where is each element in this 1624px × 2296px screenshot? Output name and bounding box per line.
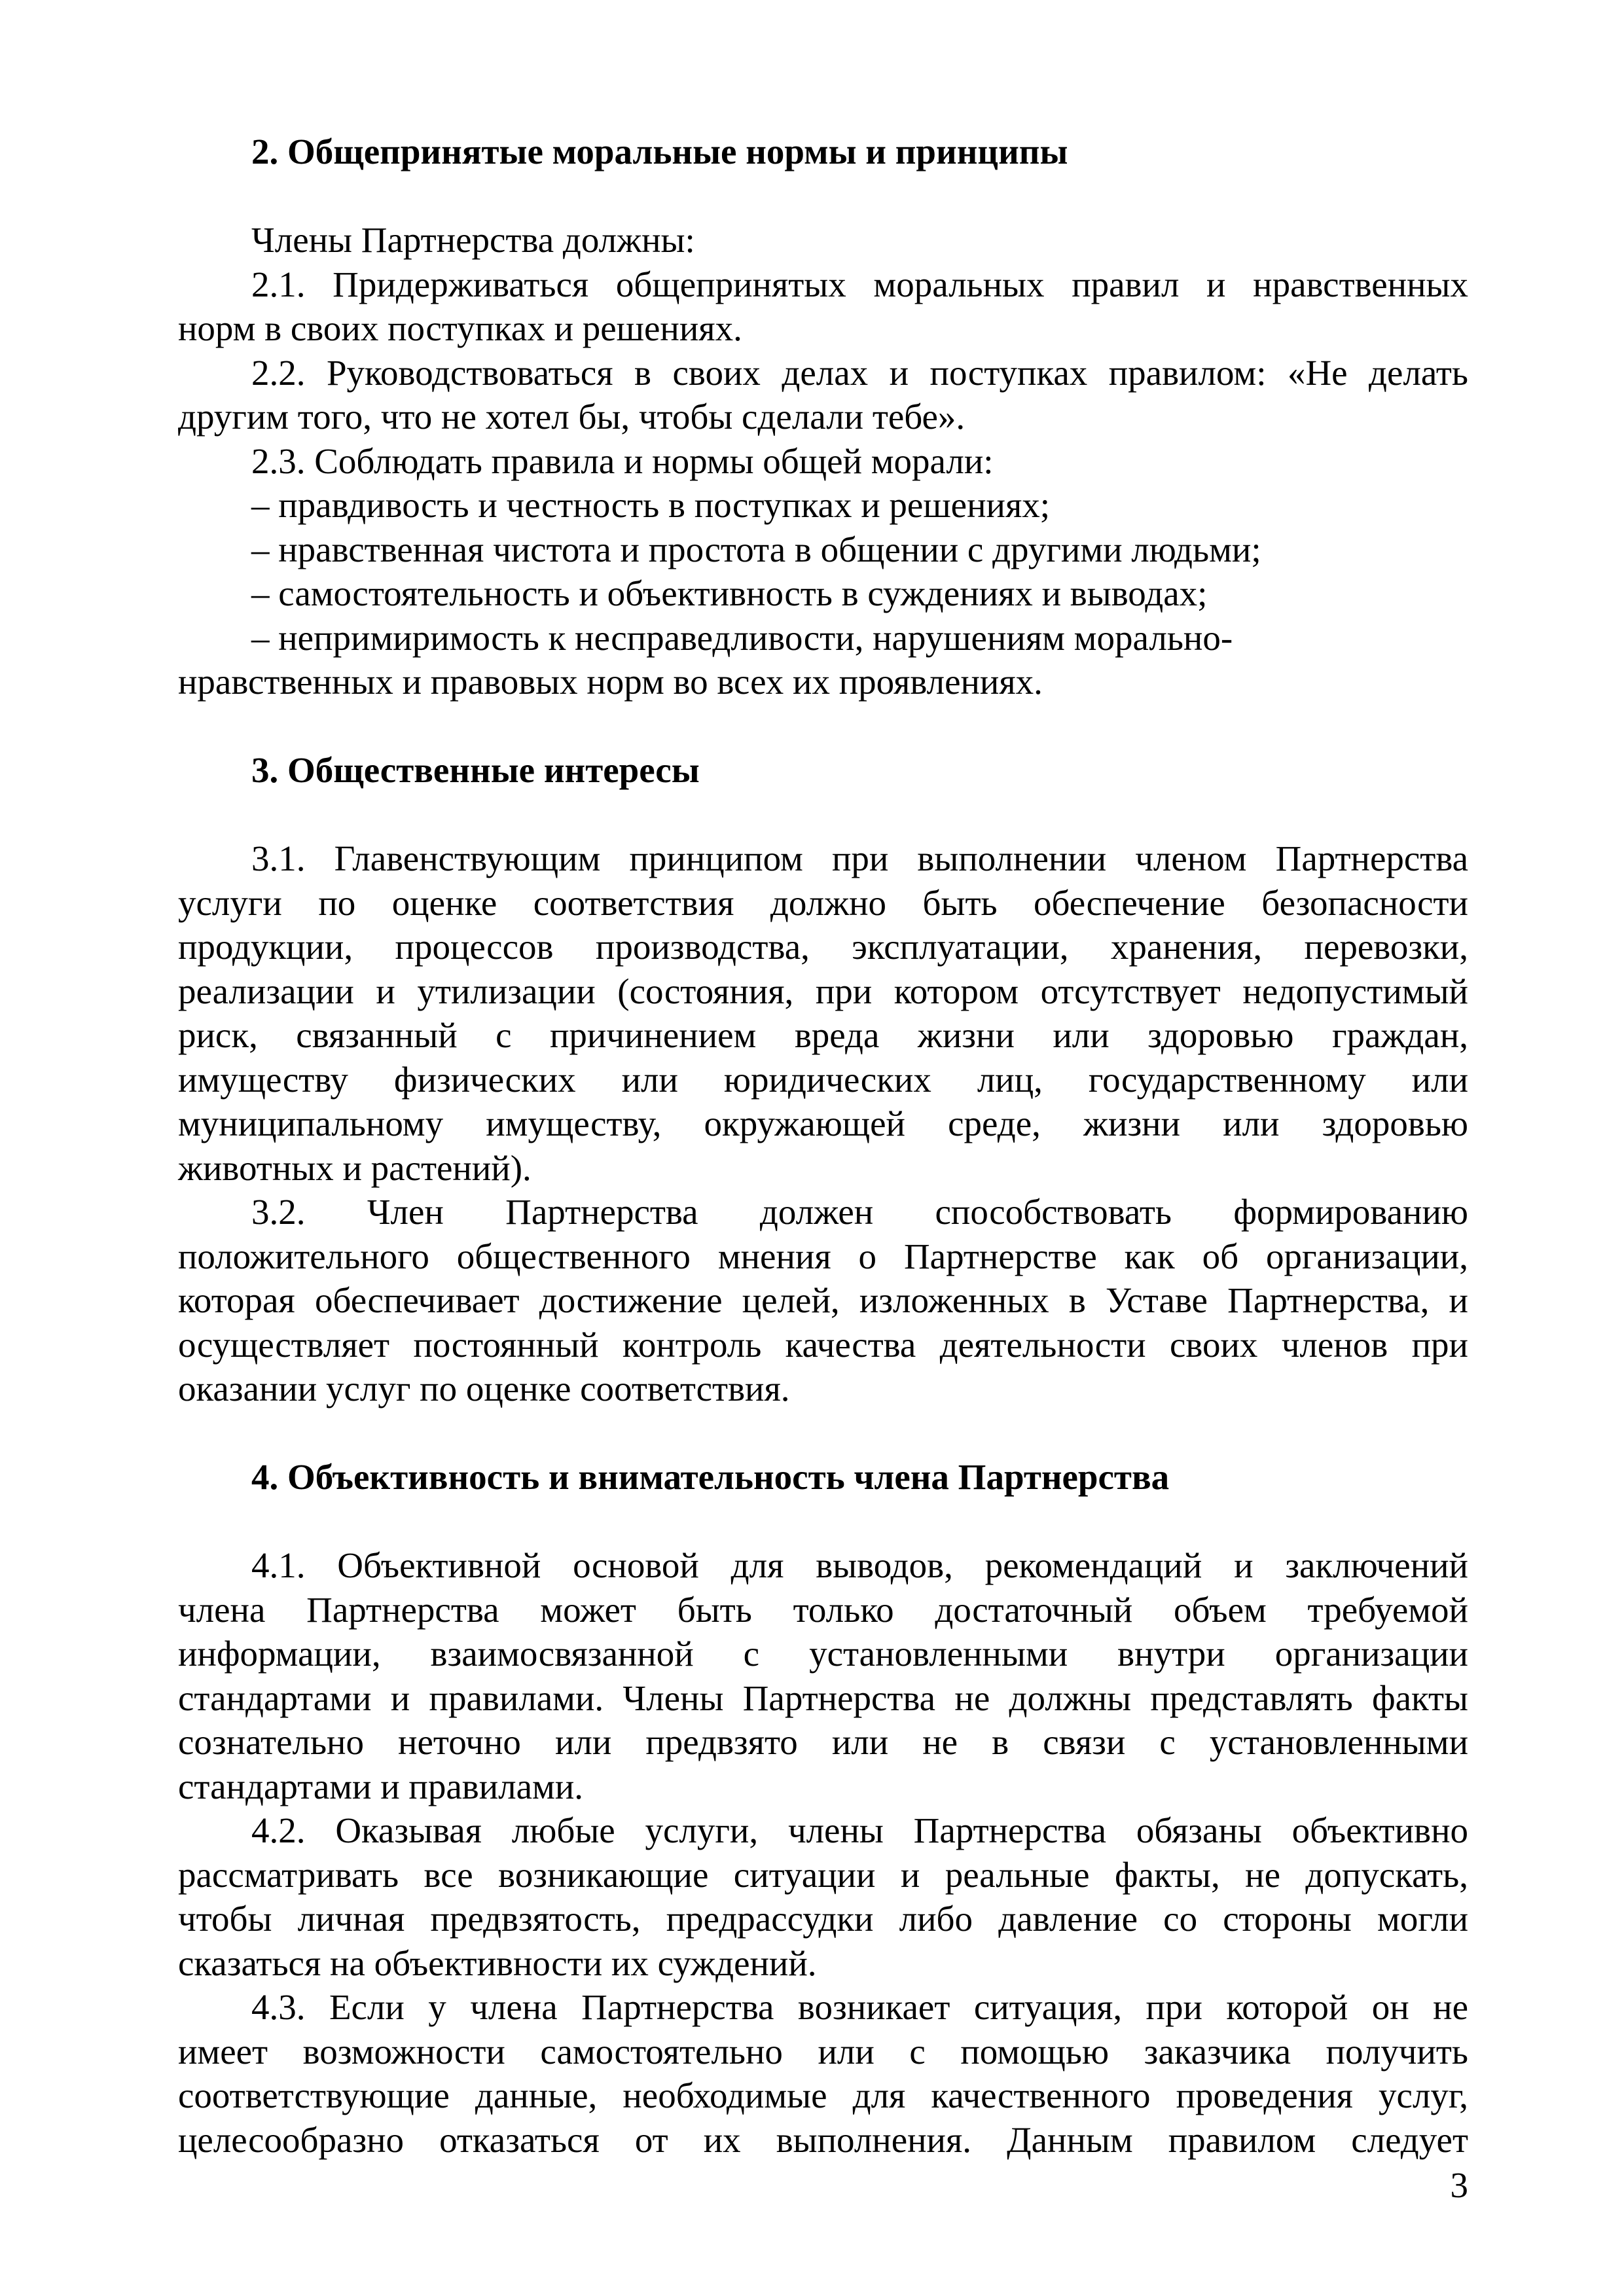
list-item-intolerance-line-1: – непримиримость к несправедливости, нарушениям морально- [251,617,1233,658]
para-3-2-line-3: которая обеспечивает достижение целей, изложенных в Уставе Партнерства, и [178,1280,1468,1320]
para-3-1-line-5: риск, связанный с причинением вреда жизни или здоровью граждан, [178,1015,1468,1055]
para-3-1-line-2: услуги по оценке соответствия должно быть обеспечение безопасности [178,882,1468,923]
para-4-3-line-2: имеет возможности самостоятельно или с помощью заказчика получить [178,2031,1468,2072]
para-4-2-line-1: 4.2. Оказывая любые услуги, члены Партнерства обязаны объективно [251,1810,1468,1850]
para-4-3-line-3: соответствующие данные, необходимые для качественного проведения услуг, [178,2075,1468,2115]
para-4-2-line-3: чтобы личная предвзятость, предрассудки либо давление со стороны могли [178,1899,1468,1939]
para-4-2-line-2: рассматривать все возникающие ситуации и реальные факты, не допускать, [178,1854,1468,1895]
document-page [178,130,1468,2208]
para-4-1-line-4: стандартами и правилами. Члены Партнерства не должны представлять факты [178,1677,1468,1718]
para-4-3-line-4: целесообразно отказаться от их выполнения. Данным правилом следует [178,2119,1468,2160]
para-2-1-line-1: 2.1. Придерживаться общепринятых моральных правил и нравственных [251,264,1468,304]
para-3-2-line-2: положительного общественного мнения о Партнерстве как об организации, [178,1236,1468,1276]
list-item-independence: – самостоятельность и объективность в суждениях и выводах; [251,573,1208,613]
para-4-1-line-5: сознательно неточно или предвзято или не в связи с установленными [178,1722,1468,1762]
para-2-3-line-1: 2.3. Соблюдать правила и нормы общей морали: [251,440,994,481]
list-item-intolerance-line-2: нравственных и правовых норм во всех их проявлениях. [178,662,1043,702]
para-3-2-line-5: оказании услуг по оценке соответствия. [178,1369,790,1408]
section-4-heading: 4. Объективность и внимательность члена Партнерства [251,1457,1170,1497]
list-item-honesty: – правдивость и честность в поступках и решениях; [251,485,1051,525]
para-2-2-line-2: другим того, что не хотел бы, чтобы сделали тебе». [178,397,965,437]
para-3-1-line-3: продукции, процессов производства, эксплуатации, хранения, перевозки, [178,927,1468,967]
para-3-1-line-1: 3.1. Главенствующим принципом при выполнении членом Партнерства [251,838,1468,878]
section-3-heading: 3. Общественные интересы [251,750,700,790]
para-2-2-line-1: 2.2. Руководствоваться в своих делах и поступках правилом: «Не делать [251,352,1468,393]
para-3-2-line-1: 3.2. Член Партнерства должен способствовать формированию [251,1192,1468,1232]
para-4-3-line-1: 4.3. Если у члена Партнерства возникает ситуация, при которой он не [251,1987,1468,2027]
page-number: 3 [1450,2165,1468,2205]
section-2-heading: 2. Общепринятые моральные нормы и принципы [251,132,1068,171]
para-4-1-line-3: информации, взаимосвязанной с установленными внутри организации [178,1634,1468,1674]
para-4-2-line-4: сказаться на объективности их суждений. [178,1943,817,1983]
para-4-1-line-6: стандартами и правилами. [178,1766,584,1806]
para-3-1-line-6: имуществу физических или юридических лиц, государственному или [178,1059,1468,1100]
section-2-intro-line: Члены Партнерства должны: [251,220,695,260]
para-3-1-line-8: животных и растений). [178,1147,532,1188]
para-3-2-line-4: осуществляет постоянный контроль качества деятельности своих членов при [178,1324,1468,1365]
para-3-1-line-7: муниципальному имуществу, окружающей среде, жизни или здоровью [178,1103,1468,1143]
para-4-1-line-2: члена Партнерства может быть только достаточный объем требуемой [178,1589,1468,1630]
para-4-1-line-1: 4.1. Объективной основой для выводов, рекомендаций и заключений [251,1545,1468,1585]
list-item-purity: – нравственная чистота и простота в общении с другими людьми; [251,529,1261,569]
para-3-1-line-4: реализации и утилизации (состояния, при котором отсутствует недопустимый [178,971,1468,1011]
para-2-1-line-2: норм в своих поступках и решениях. [178,308,742,348]
